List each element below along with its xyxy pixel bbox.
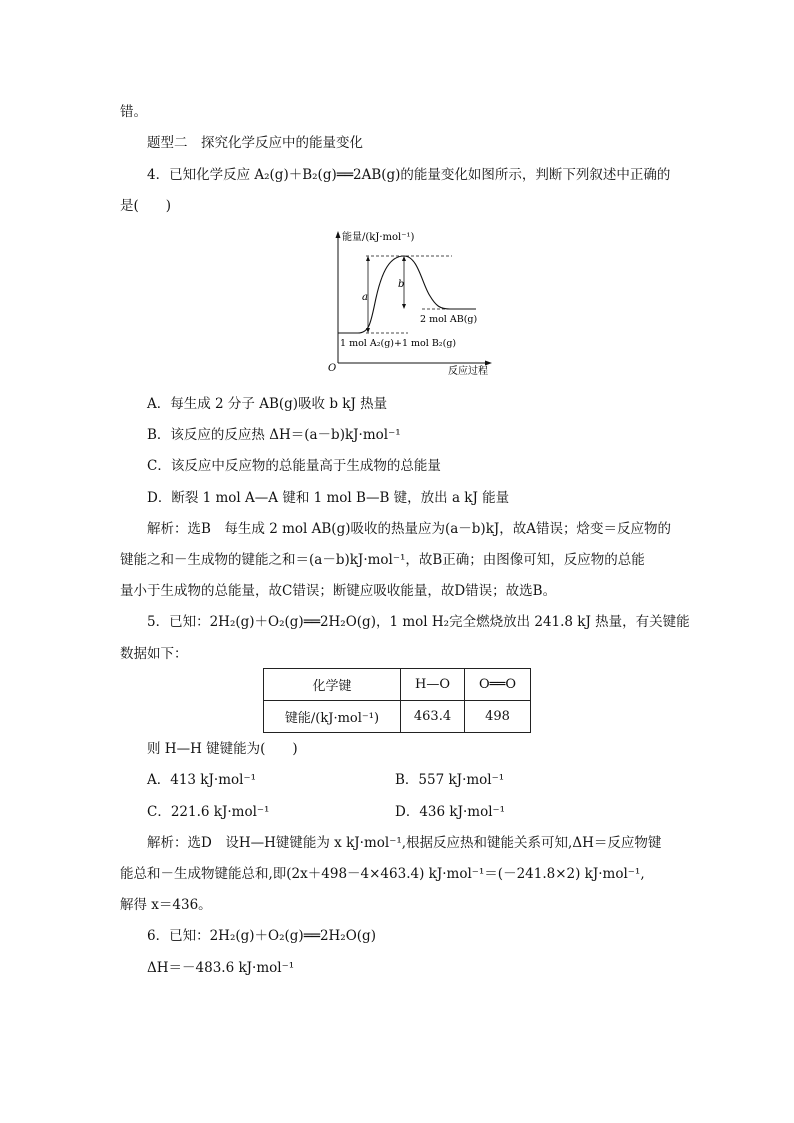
answer-4-line-1: 解析：选B 每生成 2 mol AB(g)吸收的热量应为(a－b)kJ，故A错误；焓变＝反应物的 — [147, 521, 672, 537]
option-4-d: D．断裂 1 mol A—A 键和 1 mol B—B 键，放出 a kJ 能量 — [147, 490, 510, 506]
option-4-c: C．该反应中反应物的总能量高于生成物的总能量 — [147, 458, 441, 474]
x-axis-label: 反应过程 — [448, 366, 488, 377]
arrow-b-head-bottom — [402, 304, 406, 309]
option-5-b: B．557 kJ·mol⁻¹ — [395, 772, 505, 788]
answer-5-line-3: 解得 x＝436。 — [120, 897, 212, 913]
arrow-b-head-top — [402, 256, 406, 261]
table-header-cell: 化学键 — [264, 669, 401, 701]
arrow-a-head-top — [366, 256, 370, 261]
option-4-a: A．每生成 2 分子 AB(g)吸收 b kJ 热量 — [147, 396, 388, 412]
option-5-d: D．436 kJ·mol⁻¹ — [395, 804, 506, 820]
answer-5-line-2: 能总和－生成物键能总和,即(2x＋498－4×463.4) kJ·mol⁻¹＝(－241.8×2) kJ·mol⁻¹, — [120, 866, 645, 882]
question-6-enthalpy: ΔH＝－483.6 kJ·mol⁻¹ — [147, 960, 295, 976]
question-5-stem: 5．已知：2H₂(g)＋O₂(g)══2H₂O(g)，1 mol H₂完全燃烧放出 241.8 kJ 热量，有关键能 — [147, 614, 690, 630]
y-axis-arrow — [336, 231, 341, 238]
table-header-cell: O══O — [465, 669, 531, 701]
option-5-a: A．413 kJ·mol⁻¹ — [147, 772, 256, 788]
bond-energy-table — [263, 668, 531, 733]
table-cell: 463.4 — [401, 701, 465, 733]
y-axis-label: 能量/(kJ·mol⁻¹) — [342, 232, 415, 243]
table-cell: 498 — [465, 701, 531, 733]
arrow-a-head-bottom — [366, 328, 370, 333]
option-5-c: C．221.6 kJ·mol⁻¹ — [147, 804, 270, 820]
question-5-prompt: 则 H—H 键键能为( ) — [147, 741, 298, 757]
answer-5-line-1: 解析：选D 设H—H键键能为 x kJ·mol⁻¹,根据反应热和键能关系可知,ΔH＝反应物键 — [147, 835, 662, 851]
table-row — [264, 669, 531, 701]
table-header-cell: H—O — [401, 669, 465, 701]
label-b: b — [398, 279, 405, 290]
answer-4-line-3: 量小于生成物的总能量，故C错误；断键应吸收能量，故D错误；故选B。 — [120, 583, 557, 599]
option-4-b: B．该反应的反应热 ΔH＝(a－b)kJ·mol⁻¹ — [147, 427, 401, 443]
product-label: 2 mol AB(g) — [420, 314, 478, 325]
label-a: a — [362, 292, 368, 303]
question-5-stem-cont: 数据如下： — [120, 646, 188, 662]
section-heading: 题型二 探究化学反应中的能量变化 — [147, 135, 363, 151]
energy-diagram — [326, 226, 498, 378]
reactant-label: 1 mol A₂(g)+1 mol B₂(g) — [340, 338, 457, 349]
table-cell: 键能/(kJ·mol⁻¹) — [264, 701, 401, 733]
x-axis-arrow — [485, 361, 492, 366]
question-4-stem-cont: 是( ) — [120, 198, 172, 214]
question-4-stem: 4．已知化学反应 A₂(g)＋B₂(g)══2AB(g)的能量变化如图所示，判断下列叙述中正确的 — [147, 167, 671, 183]
text-line: 错。 — [120, 104, 147, 120]
origin-label: O — [328, 363, 337, 374]
answer-4-line-2: 键能之和－生成物的键能之和＝(a－b)kJ·mol⁻¹，故B正确；由图像可知，反应物的总能 — [120, 552, 645, 568]
question-6-stem: 6．已知：2H₂(g)＋O₂(g)══2H₂O(g) — [147, 928, 376, 944]
table-row — [264, 701, 531, 733]
